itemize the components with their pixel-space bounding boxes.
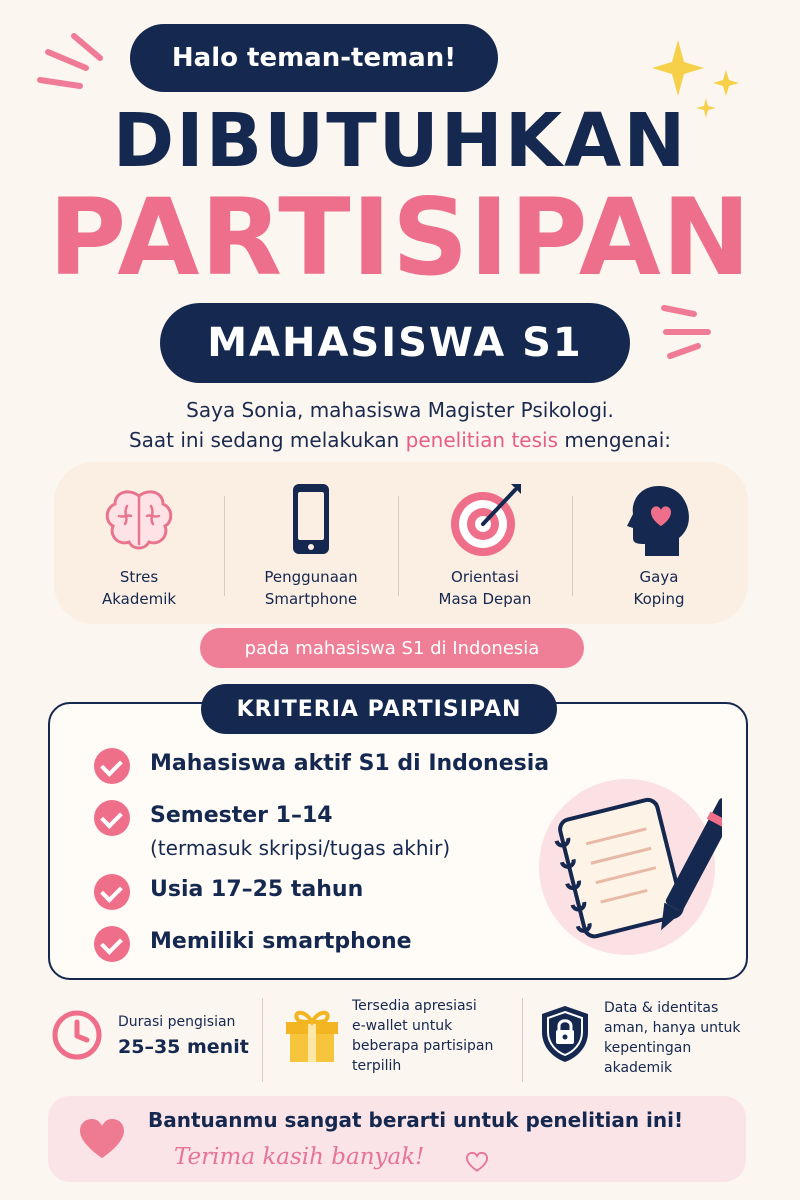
reward-line3: beberapa partisipan: [352, 1038, 494, 1054]
criterion-item: [94, 800, 450, 865]
check-icon: [94, 800, 130, 836]
heart-icon: [78, 1118, 126, 1160]
reward-line2: e-wallet untuk: [352, 1018, 453, 1034]
privacy-line1: Data & identitas: [604, 1000, 719, 1016]
decor-strokes-left: [30, 30, 120, 100]
headline-participants: PARTISIPAN: [48, 176, 752, 299]
criterion-item: [94, 926, 412, 962]
reward-line1: Tersedia apresiasi: [352, 998, 477, 1014]
criterion-subtext: (termasuk skripsi/tugas akhir): [150, 836, 451, 860]
intro-line-1: Saya Sonia, mahasiswa Magister Psikologi.: [186, 398, 614, 422]
criterion-text: Usia 17–25 tahun: [150, 877, 364, 902]
check-icon: [94, 926, 130, 962]
divider: [262, 998, 263, 1082]
topic-label-line2: Masa Depan: [438, 590, 532, 608]
target-icon: [445, 480, 525, 560]
criterion-item: [94, 874, 363, 910]
check-icon: [94, 748, 130, 784]
topic-academic-stress: [54, 462, 224, 624]
privacy-line2: aman, hanya untuk: [604, 1020, 741, 1036]
divider: [224, 496, 225, 596]
intro-line-2: [0, 428, 800, 452]
thanks-message: Bantuanmu sangat berarti untuk penelitian ini!: [148, 1108, 684, 1132]
head-heart-icon: [619, 480, 699, 560]
topic-future-orientation: [400, 462, 570, 624]
criterion-text: Mahasiswa aktif S1 di Indonesia: [150, 751, 550, 776]
thanks-banner: [48, 1096, 746, 1182]
criterion-text: Memiliki smartphone: [150, 929, 412, 954]
topic-label-line1: Gaya: [639, 568, 679, 586]
privacy-line3: kepentingan: [604, 1040, 692, 1056]
criteria-title: KRITERIA PARTISIPAN: [201, 684, 557, 734]
topic-label-line1: Stres: [119, 568, 159, 586]
topic-label-line2: Koping: [633, 590, 685, 608]
divider: [522, 998, 523, 1082]
intro-text-before: Saat ini sedang melakukan: [128, 428, 406, 452]
decor-strokes-right: [654, 296, 734, 366]
intro-highlight: penelitian tesis: [405, 428, 558, 452]
brain-icon: [99, 480, 179, 560]
topic-smartphone-use: [226, 462, 396, 624]
small-heart-icon: [466, 1152, 488, 1172]
divider: [572, 496, 573, 596]
topic-label-line1: Orientasi: [451, 568, 519, 586]
duration-value: 25–35 menit: [118, 1036, 249, 1058]
intro-text-after: mengenai:: [558, 428, 672, 452]
topic-coping-style: [574, 462, 744, 624]
check-icon: [94, 874, 130, 910]
clock-icon: [50, 1008, 104, 1062]
topic-label-line2: Smartphone: [264, 590, 358, 608]
thanks-subtitle: Terima kasih banyak!: [174, 1144, 425, 1170]
divider: [398, 496, 399, 596]
criterion-text: Semester 1–14: [150, 803, 333, 828]
headline-needed: DIBUTUHKAN: [112, 98, 688, 184]
scope-badge: pada mahasiswa S1 di Indonesia: [200, 628, 584, 668]
info-row: [48, 990, 748, 1090]
greeting-badge: Halo teman-teman!: [130, 24, 498, 92]
topic-label-line2: Akademik: [101, 590, 177, 608]
topic-label-line1: Penggunaan: [264, 568, 358, 586]
duration-label: Durasi pengisian: [118, 1014, 236, 1030]
info-privacy: [538, 990, 748, 1090]
info-duration: [48, 990, 258, 1090]
criterion-item: [94, 748, 549, 784]
info-reward: [278, 990, 518, 1090]
notebook-pen-icon: [532, 772, 722, 962]
smartphone-icon: [271, 480, 351, 560]
gift-icon: [284, 1004, 340, 1064]
reward-line4: terpilih: [352, 1058, 402, 1074]
shield-lock-icon: [540, 1004, 590, 1064]
topics-panel: [54, 462, 748, 624]
subheadline-badge: MAHASISWA S1: [160, 303, 630, 383]
privacy-line4: akademik: [604, 1060, 673, 1076]
